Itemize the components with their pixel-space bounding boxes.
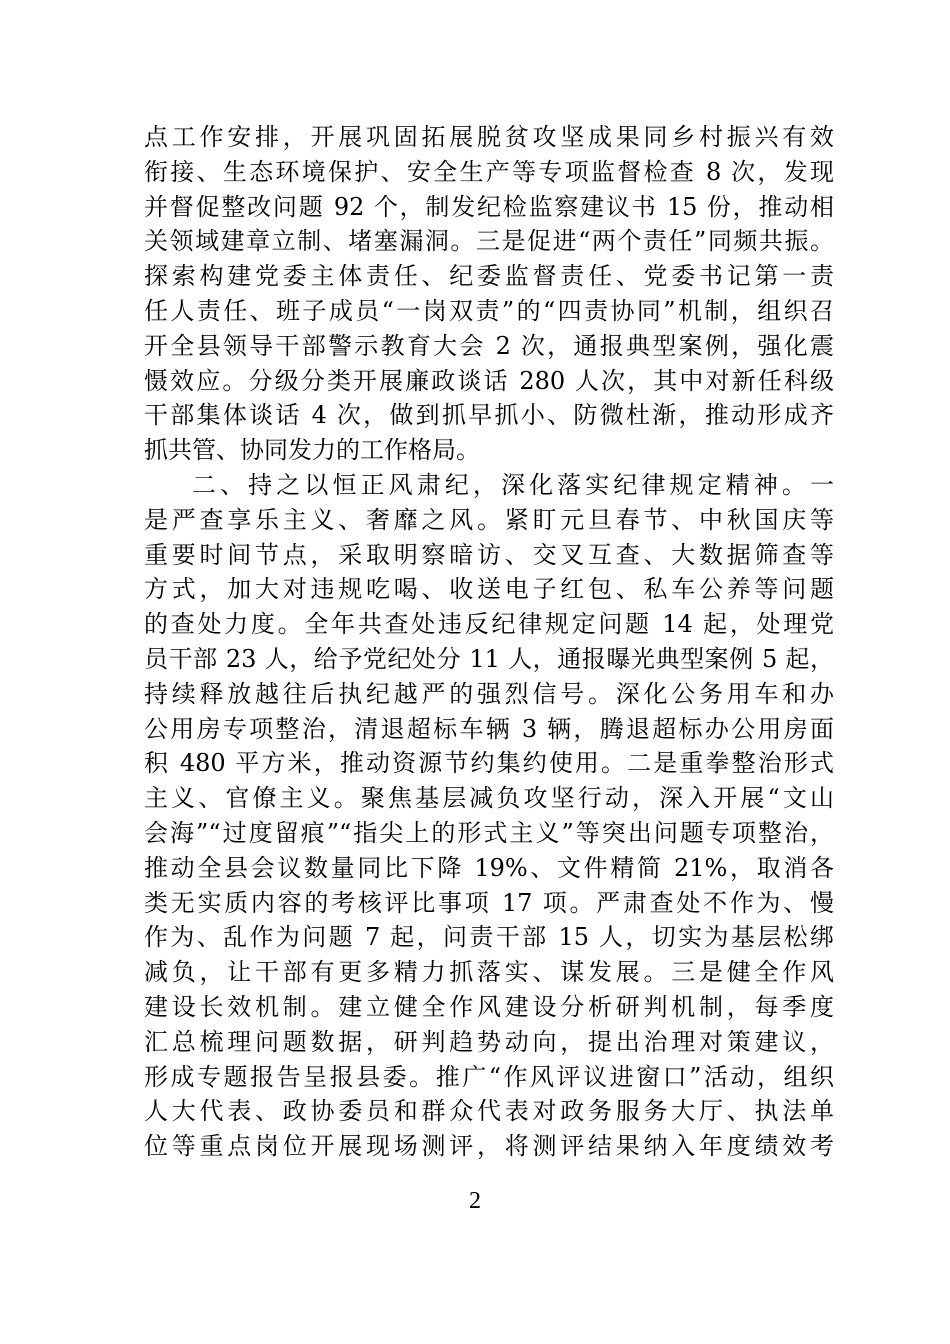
- text-line: 类无实质内容的考核评比事项 17 项。严肃查处不作为、慢: [144, 888, 834, 917]
- text-line: 的查处力度。全年共查处违反纪律规定问题 14 起，处理党: [144, 610, 834, 639]
- text-line: 积 480 平方米，推动资源节约集约使用。二是重拳整治形式: [144, 749, 834, 778]
- text-line: 公用房专项整治，清退超标车辆 3 辆，腾退超标办公用房面: [144, 714, 834, 743]
- text-line: 是严查享乐主义、奢靡之风。紧盯元旦春节、中秋国庆等: [144, 505, 834, 534]
- text-line: 推动全县会议数量同比下降 19%、文件精简 21%，取消各: [144, 853, 834, 882]
- text-line: 减负，让干部有更多精力抓落实、谋发展。三是健全作风: [144, 958, 834, 987]
- text-line: 汇总梳理问题数据，研判趋势动向，提出治理对策建议，: [144, 1027, 834, 1056]
- text-line: 开全县领导干部警示教育大会 2 次，通报典型案例，强化震: [144, 331, 834, 360]
- text-line: 位等重点岗位开展现场测评，将测评结果纳入年度绩效考: [144, 1132, 834, 1161]
- text-line: 干部集体谈话 4 次，做到抓早抓小、防微杜渐，推动形成齐: [144, 401, 834, 430]
- paragraph-continued: [144, 120, 834, 468]
- text-line: 衔接、生态环境保护、安全生产等专项监督检查 8 次，发现: [144, 157, 834, 186]
- text-line: 方式，加大对违规吃喝、收送电子红包、私车公养等问题: [144, 575, 834, 604]
- text-line: 作为、乱作为问题 7 起，问责干部 15 人，切实为基层松绑: [144, 923, 834, 952]
- text-line: 持续释放越往后执纪越严的强烈信号。深化公务用车和办: [144, 679, 834, 708]
- text-line: 建设长效机制。建立健全作风建设分析研判机制，每季度: [144, 992, 834, 1021]
- section-heading-line: 二、持之以恒正风肃纪，深化落实纪律规定精神。一: [192, 470, 834, 499]
- text-line: 并督促整改问题 92 个，制发纪检监察建议书 15 份，推动相: [144, 192, 834, 221]
- text-line: 慑效应。分级分类开展廉政谈话 280 人次，其中对新任科级: [144, 366, 834, 395]
- text-line: 员干部 23 人，给予党纪处分 11 人，通报曝光典型案例 5 起，: [144, 644, 834, 673]
- text-line: 重要时间节点，采取明察暗访、交叉互查、大数据筛查等: [144, 540, 834, 569]
- text-line: 会海”“过度留痕”“指尖上的形式主义”等突出问题专项整治，: [144, 818, 834, 847]
- text-line: 探索构建党委主体责任、纪委监督责任、党委书记第一责: [144, 262, 834, 291]
- text-line: 形成专题报告呈报县委。推广“作风评议进窗口”活动，组织: [144, 1062, 834, 1091]
- text-line: 关领域建章立制、堵塞漏洞。三是促进“两个责任”同频共振。: [144, 227, 834, 256]
- page-number: 2: [469, 1188, 481, 1214]
- text-line: 主义、官僚主义。聚焦基层减负攻坚行动，深入开展“文山: [144, 784, 834, 813]
- text-line: 任人责任、班子成员“一岗双责”的“四责协同”机制，组织召: [144, 296, 834, 325]
- text-line: 抓共管、协同发力的工作格局。: [144, 436, 480, 465]
- text-line: 点工作安排，开展巩固拓展脱贫攻坚成果同乡村振兴有效: [144, 123, 834, 151]
- paragraph-section-two: [144, 468, 834, 1164]
- text-line: 人大代表、政协委员和群众代表对政务服务大厅、执法单: [144, 1097, 834, 1126]
- body-text: [144, 120, 834, 1164]
